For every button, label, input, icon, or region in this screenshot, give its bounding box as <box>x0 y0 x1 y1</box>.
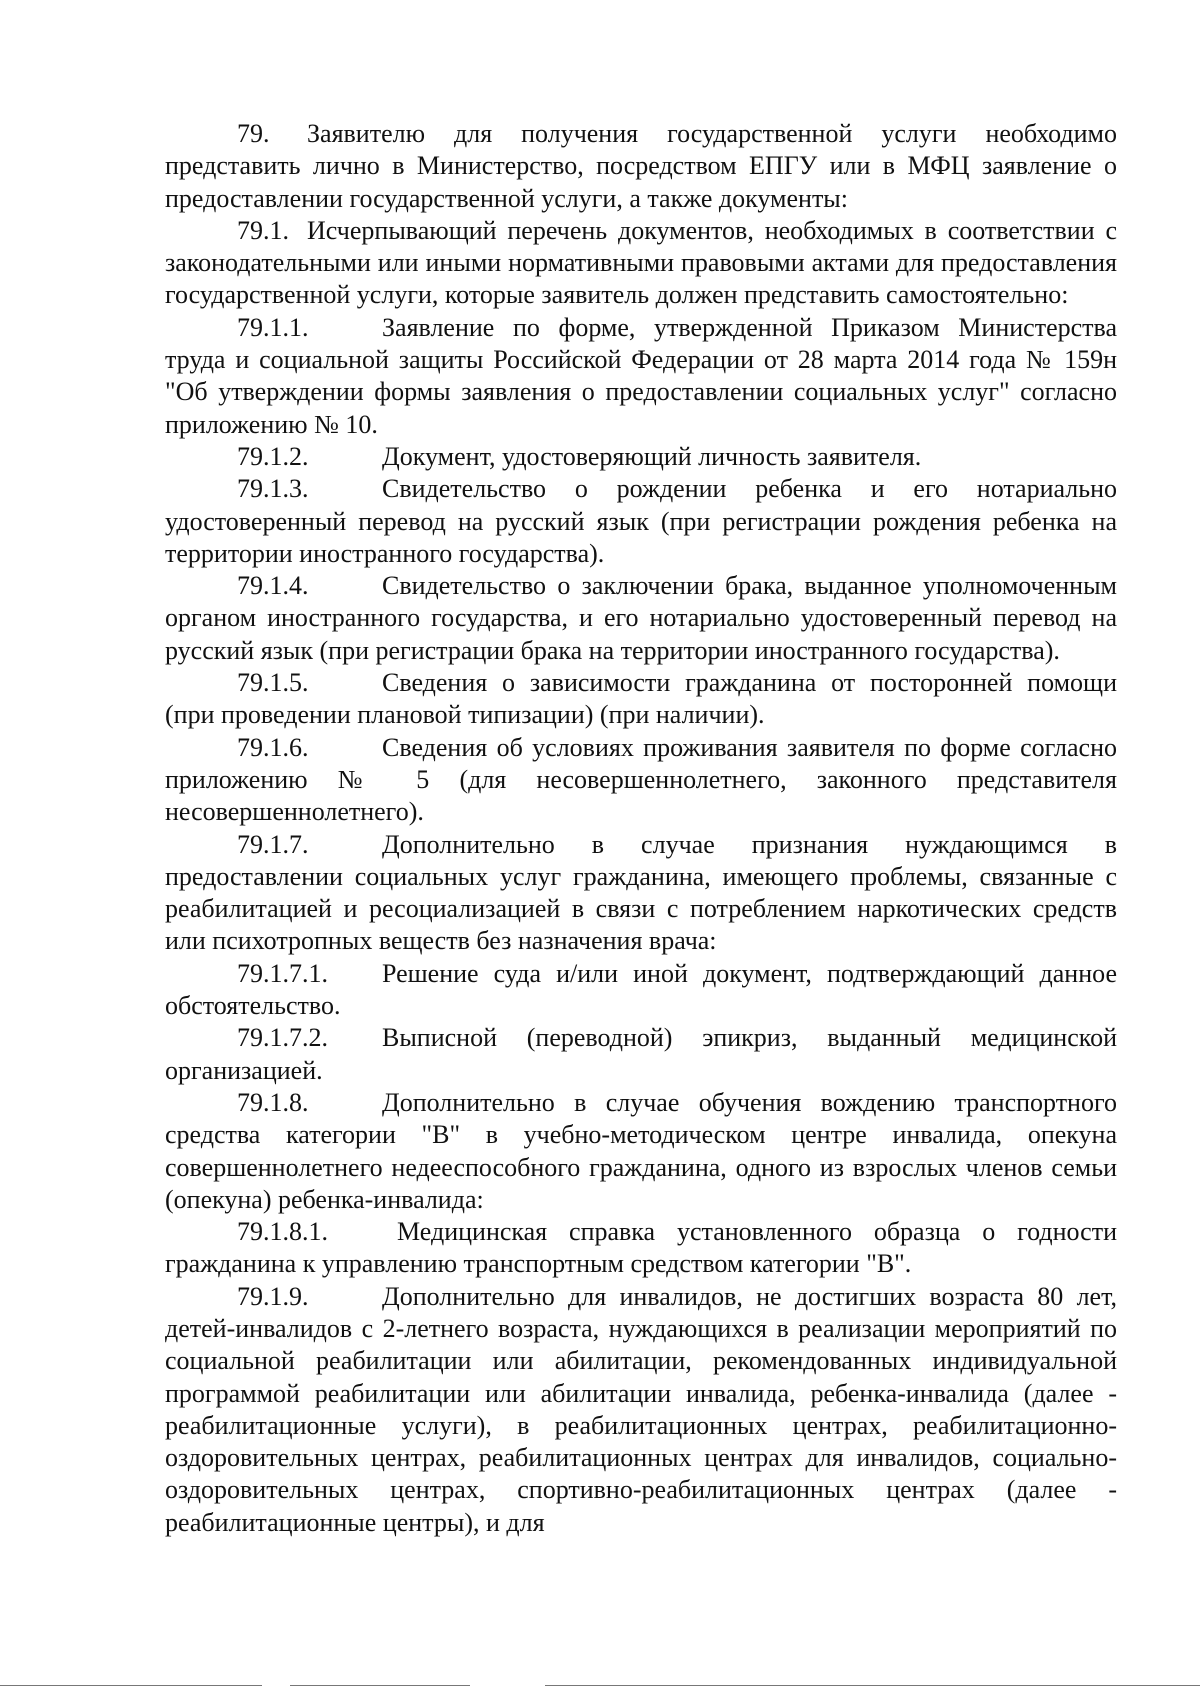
paragraph-79-1-9 <box>165 1281 1117 1539</box>
paragraph-79-1-4 <box>165 570 1117 667</box>
clause-text: Дополнительно в случае признания нуждающимся в предоставлении социальных услуг гражданина, имеющего проблемы, связанные с реабилитацией и ресоциализацией в связи с потреблением наркотических средств или психотропных веществ без назначения врача: <box>165 829 1117 956</box>
clause-number: 79.1.6. <box>237 732 309 762</box>
scan-edge-line <box>545 1685 1200 1686</box>
clause-text: Свидетельство о рождении ребенка и его нотариально удостоверенный перевод на русский язык (при регистрации рождения ребенка на территории иностранного государства). <box>165 474 1117 568</box>
paragraph-79-1-7-1 <box>165 958 1117 1023</box>
clause-number: 79.1.1. <box>237 312 309 342</box>
clause-text: Сведения о зависимости гражданина от посторонней помощи (при проведении плановой типизации) (при наличии). <box>165 668 1117 730</box>
document-body <box>165 118 1117 1539</box>
clause-text: Исчерпывающий перечень документов, необходимых в соответствии с законодательными или иными нормативными правовыми актами для предоставления государственной услуги, которые заявитель должен представить самостоятельно: <box>165 215 1117 310</box>
paragraph-79 <box>165 118 1117 215</box>
clause-text: Заявителю для получения государственной услуги необходимо представить лично в Министерство, посредством ЕПГУ или в МФЦ заявление о предоставлении государственной услуги, а также документы: <box>165 119 1117 213</box>
paragraph-79-1-6 <box>165 732 1117 829</box>
clause-text: Сведения об условиях проживания заявителя по форме согласно приложению № 5 (для несовершеннолетнего, законного представителя несовершеннолетнего). <box>165 732 1117 827</box>
clause-number: 79.1.2. <box>237 441 309 471</box>
clause-text: Решение суда и/или иной документ, подтверждающий данное обстоятельство. <box>165 958 1117 1021</box>
clause-number: 79.1.7. <box>237 829 309 859</box>
scan-edge-line <box>0 1685 262 1686</box>
clause-number: 79.1.8.1. <box>237 1217 328 1247</box>
paragraph-79-1-7-2 <box>165 1022 1117 1087</box>
clause-text: Дополнительно для инвалидов, не достигших возраста 80 лет, детей-инвалидов с 2-летнего возраста, нуждающихся в реализации мероприятий по социальной реабилитации или абилитации, рекомендованных индивидуальной программой реабилитации или абилитации инвалида, ребенка-инвалида (далее - реабилитационные услуги), в реабилитационных центрах, реабилитационно-оздоровительных центрах, реабилитационных центрах для инвалидов, социально-оздоровительных центрах, спортивно-реабилитационных центрах (далее - реабилитационные центры), и для <box>165 1281 1117 1537</box>
clause-number: 79.1.5. <box>237 668 309 698</box>
paragraph-79-1-8-1 <box>165 1216 1117 1281</box>
paragraph-79-1-5 <box>165 667 1117 732</box>
paragraph-79-1-1 <box>165 312 1117 441</box>
clause-text: Медицинская справка установленного образца о годности гражданина к управлению транспортным средством категории "В". <box>165 1217 1117 1279</box>
clause-text: Документ, удостоверяющий личность заявителя. <box>382 441 922 471</box>
clause-number: 79.1.9. <box>237 1281 309 1311</box>
paragraph-79-1-8 <box>165 1087 1117 1216</box>
paragraph-79-1 <box>165 215 1117 312</box>
clause-number: 79.1.8. <box>237 1087 309 1117</box>
clause-number: 79. <box>237 119 270 148</box>
clause-number: 79.1.7.2. <box>237 1023 328 1053</box>
paragraph-79-1-7 <box>165 829 1117 958</box>
clause-number: 79.1.7.1. <box>237 958 328 988</box>
paragraph-79-1-2 <box>165 441 1117 473</box>
clause-text: Выписной (переводной) эпикриз, выданный медицинской организацией. <box>165 1023 1117 1085</box>
clause-text: Заявление по форме, утвержденной Приказом Министерства труда и социальной защиты Российской Федерации от 28 марта 2014 года № 159н "Об утверждении формы заявления о предоставлении социальных услуг" согласно приложению № 10. <box>165 312 1117 439</box>
paragraph-79-1-3 <box>165 473 1117 570</box>
clause-text: Свидетельство о заключении брака, выданное уполномоченным органом иностранного государства, и его нотариально удостоверенный перевод на русский язык (при регистрации брака на территории иностранного государства). <box>165 571 1117 665</box>
clause-number: 79.1.3. <box>237 474 309 504</box>
clause-number: 79.1. <box>237 215 289 245</box>
scan-edge-line <box>290 1685 470 1686</box>
clause-text: Дополнительно в случае обучения вождению транспортного средства категории "В" в учебно-методическом центре инвалида, опекуна совершеннолетнего недееспособного гражданина, одного из взрослых членов семьи (опекуна) ребенка-инвалида: <box>165 1087 1117 1214</box>
clause-number: 79.1.4. <box>237 571 309 601</box>
